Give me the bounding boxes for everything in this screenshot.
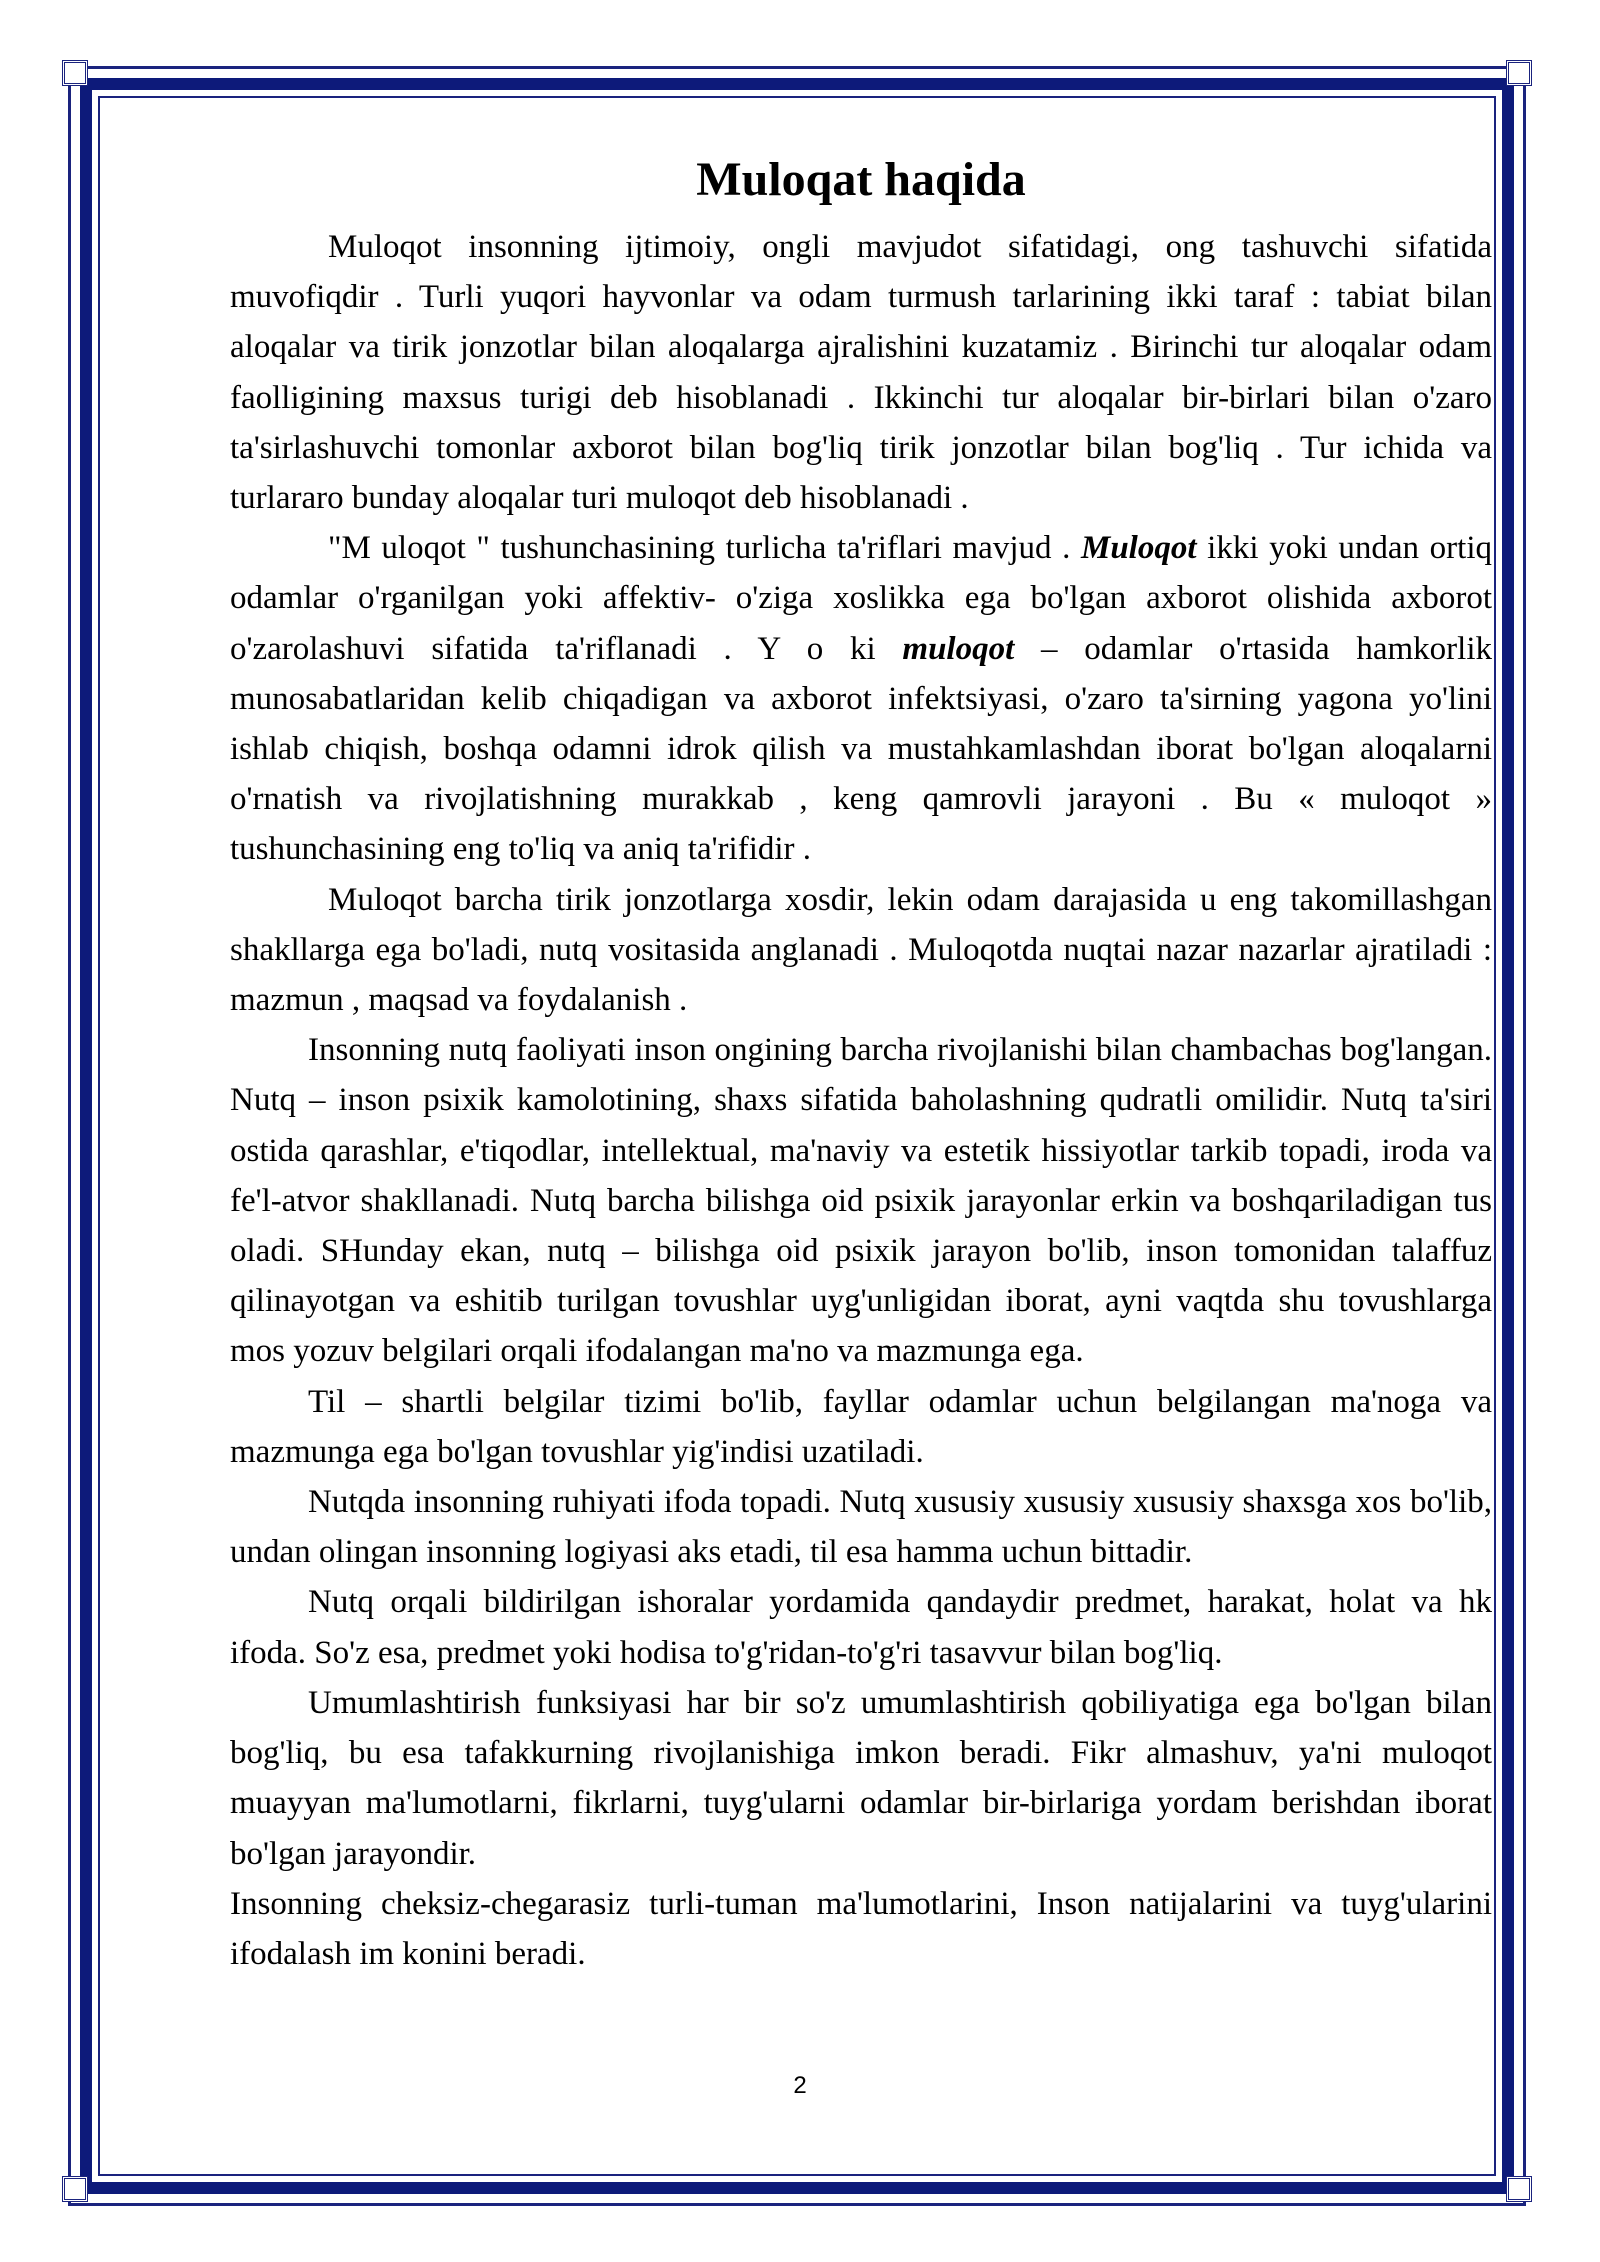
emphasized-term: Muloqot [1080, 530, 1197, 567]
corner-ornament-bottom-right [1506, 2176, 1532, 2202]
emphasized-term: muloqot [902, 630, 1015, 667]
paragraph-definition [230, 523, 1492, 874]
paragraph: Nutqda insonning ruhiyati ifoda topadi. Nutq xususiy xususiy xususiy shaxsga xos bo'lib, undan olingan insonning logiyasi aks etadi, til esa hamma uchun bittadir. [230, 1484, 1492, 1571]
corner-ornament-top-left [62, 60, 88, 86]
corner-ornament-top-right [1506, 60, 1532, 86]
paragraph: Insonning cheksiz-chegarasiz turli-tuman ma'lumotlarini, Inson natijalarini va tuyg'ularini ifodalash im konini beradi. [230, 1885, 1492, 1972]
paragraph-text: "M uloqot " tushunchasining turlicha ta'riflari mavjud . [328, 530, 1081, 567]
paragraph: Til – shartli belgilar tizimi bo'lib, fayllar odamlar uchun belgilangan ma'noga va mazmunga ega bo'lgan tovushlar yig'indisi uzatiladi. [230, 1383, 1492, 1470]
page-number: 2 [793, 2072, 807, 2099]
document-body [230, 150, 1492, 1979]
paragraph-text: – odamlar o'rtasida hamkorlik munosabatlaridan kelib chiqadigan va axborot infektsiyasi, o'zaro ta'sirning yagona yo'lini ishlab chiqish, boshqa odamni idrok qilish va mustahkamlashdan iborat bo'lgan aloqalarni o'rnatish va rivojlatishning murakkab , keng qamrovli jarayoni . Bu « muloqot » tushunchasining eng to'liq va aniq ta'rifidir . [230, 630, 1493, 868]
paragraph: Umumlashtirish funksiyasi har bir so'z umumlashtirish qobiliyatiga ega bo'lgan bilan bog'liq, bu esa tafakkurning rivojlanishiga imkon beradi. Fikr almashuv, ya'ni muloqot muayyan ma'lumotlarni, fikrlarni, tuyg'ularni odamlar bir-birlariga yordam berishdan iborat bo'lgan jarayondir. [230, 1684, 1492, 1872]
paragraph-text: ikki yoki undan ortiq odamlar o'rganilgan yoki affektiv- o'ziga xoslikka ega bo'lgan axborot olishida axborot o'zarolashuvi sifatida ta'riflanadi . Y o ki [230, 530, 1492, 667]
paragraph: Insonning nutq faoliyati inson ongining barcha rivojlanishi bilan chambachas bog'langan. Nutq – inson psixik kamolotining, shaxs sifatida baholashning qudratli omilidir. Nutq ta'siri ostida qarashlar, e'tiqodlar, intellektual, ma'naviy va estetik hissiyotlar tarkib topadi, iroda va fe'l-atvor shakllanadi. Nutq barcha bilishga oid psixik jarayonlar erkin va boshqariladigan tus oladi. SHunday ekan, nutq – bilishga oid psixik jarayon bo'lib, inson tomonidan talaffuz qilinayotgan va eshitib turilgan tovushlar uyg'unligidan iborat, ayni vaqtda shu tovushlarga mos yozuv belgilari orqali ifodalangan ma'no va mazmunga ega. [230, 1032, 1492, 1370]
paragraph: Muloqot barcha tirik jonzotlarga xosdir, lekin odam darajasida u eng takomillashgan shakllarga ega bo'ladi, nutq vositasida anglanadi . Muloqotda nuqtai nazar nazarlar ajratiladi : mazmun , maqsad va foydalanish . [230, 881, 1492, 1019]
corner-ornament-bottom-left [62, 2176, 88, 2202]
paragraph: Muloqot insonning ijtimoiy, ongli mavjudot sifatidagi, ong tashuvchi sifatida muvofiqdir . Turli yuqori hayvonlar va odam turmush tarlarining ikki taraf : tabiat bilan aloqalar va tirik jonzotlar bilan aloqalarga ajralishini kuzatamiz . Birinchi tur aloqalar odam faolligining maxsus turigi deb hisoblanadi . Ikkinchi tur aloqalar bir-birlari bilan o'zaro ta'sirlashuvchi tomonlar axborot bilan bog'liq tirik jonzotlar bilan bog'liq . Tur ichida va turlararo bunday aloqalar turi muloqot deb hisoblanadi . [230, 229, 1492, 517]
paragraph: Nutq orqali bildirilgan ishoralar yordamida qandaydir predmet, harakat, holat va hk ifoda. So'z esa, predmet yoki hodisa to'g'ridan-to'g'ri tasavvur bilan bog'liq. [230, 1584, 1492, 1671]
page-title: Muloqat haqida [696, 153, 1026, 206]
